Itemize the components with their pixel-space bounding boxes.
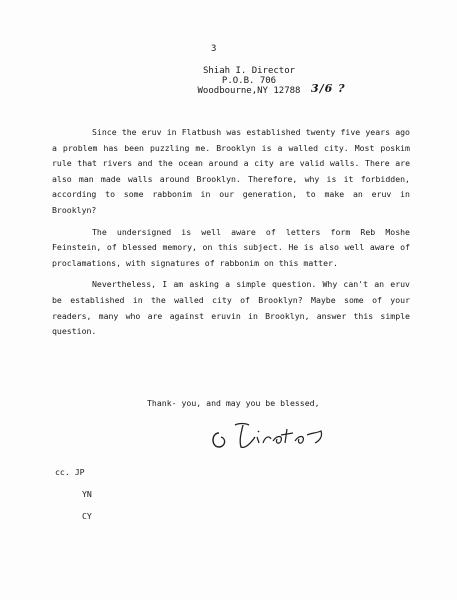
body-paragraph-3: Nevertheless, I am asking a simple question. Why can't an eruv be established in the walled city of Brooklyn? Maybe some of your readers, many who are against eruvin in Brooklyn, answer this simple question. [52,279,410,337]
cc-recipient: JP [74,467,85,477]
handwritten-note: 3/6 ? [311,82,346,95]
handwritten-signature [205,413,345,453]
letter-body [52,125,410,346]
sender-pob: P.O.B. 706 [221,76,277,86]
page-number: 3 [211,44,217,54]
sender-address-block [190,66,308,96]
cc-row-1 [55,461,92,483]
cc-row-3 [55,505,92,527]
cc-row-2 [55,483,92,505]
closing-line: Thank- you, and may you be blessed, [147,398,320,408]
sender-name: Shiah I. Director [202,66,296,76]
sender-city: Woodbourne,NY 12788 [197,86,301,96]
cc-label: cc. [55,467,70,477]
body-paragraph-1: Since the eruv in Flatbush was established twenty five years ago a problem has been puzzling me. Brooklyn is a walled city. Most poskim rule that rivers and the ocean around a city are valid walls. There are also man made walls around Brooklyn. Therefore, why is it forbidden, according to some rabbonim in our generation, to make an eruv in Brooklyn? [52,127,410,215]
body-paragraph-2: The undersigned is well aware of letters form Reb Moshe Feinstein, of blessed memory, on this subject. He is also well aware of proclamations, with signatures of rabbonim on this matter. [52,226,410,268]
cc-recipient: CY [82,511,92,521]
cc-list [55,461,92,527]
cc-recipient: YN [82,489,92,499]
